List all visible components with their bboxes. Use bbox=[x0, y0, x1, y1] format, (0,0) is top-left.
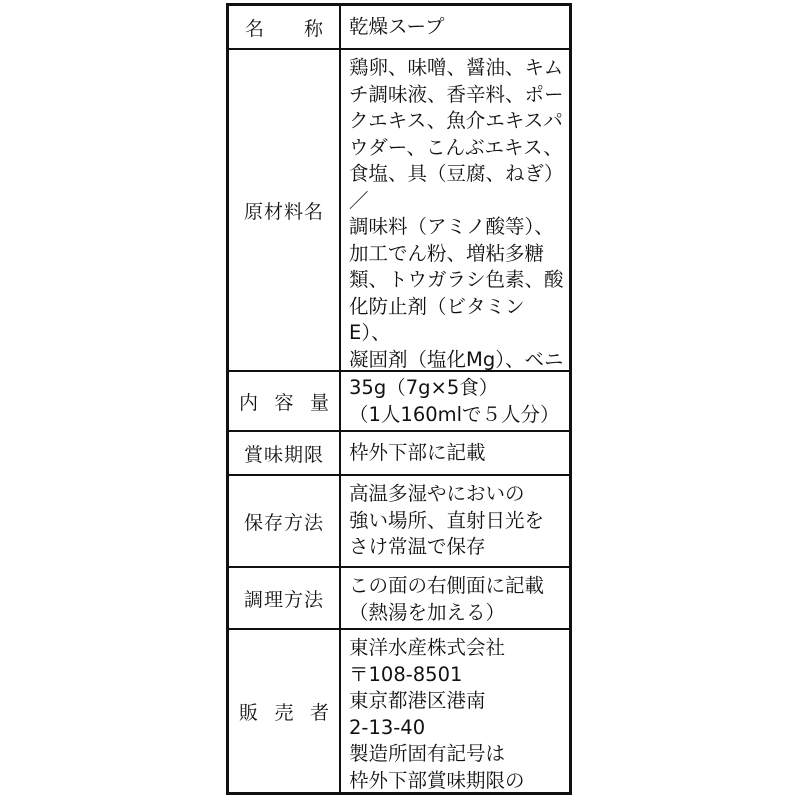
food-label-table bbox=[226, 3, 572, 795]
value-best-before: 枠外下部に記載 bbox=[341, 432, 569, 476]
header-ingredients: 原材料名 bbox=[229, 50, 341, 372]
header-name-char-1: 名 bbox=[245, 17, 265, 40]
header-name-char-2: 称 bbox=[303, 17, 323, 40]
header-seller-char-3: 者 bbox=[309, 701, 329, 724]
header-best-before: 賞味期限 bbox=[229, 432, 341, 476]
value-name: 乾燥スープ bbox=[341, 6, 569, 50]
header-seller-char-1: 販 bbox=[239, 701, 259, 724]
header-storage: 保存方法 bbox=[229, 476, 341, 568]
value-contents: 35g（7g×5食） （1人160mlで５人分） bbox=[341, 372, 569, 432]
header-contents-char-1: 内 bbox=[239, 391, 259, 414]
value-storage: 高温多湿やにおいの 強い場所、直射日光を さけ常温で保存 bbox=[341, 476, 569, 568]
header-cooking: 調理方法 bbox=[229, 568, 341, 630]
header-seller bbox=[229, 630, 341, 792]
value-cooking: この面の右側面に記載 （熱湯を加える） bbox=[341, 568, 569, 630]
value-ingredients: 鶏卵、味噌、醤油、キム チ調味液、香辛料、ポー クエキス、魚介エキスパ ウダー、こんぶエキス、 食塩、具（豆腐、ねぎ）／ 調味料（アミノ酸等）、 加工でん粉、増粘多糖 類、トウガラシ色素、酸 化防止剤（ビタミンE）、 凝固剤（塩化Mg）、ベニ bbox=[341, 50, 569, 372]
header-contents-char-3: 量 bbox=[309, 391, 329, 414]
header-name bbox=[229, 6, 341, 50]
header-contents-char-2: 容 bbox=[274, 391, 294, 414]
value-seller: 東洋水産株式会社 〒108-8501 東京都港区港南 2-13-40 製造所固有記号は 枠外下部賞味期限の bbox=[349, 636, 525, 792]
header-seller-char-2: 売 bbox=[274, 701, 294, 724]
header-contents bbox=[229, 372, 341, 432]
